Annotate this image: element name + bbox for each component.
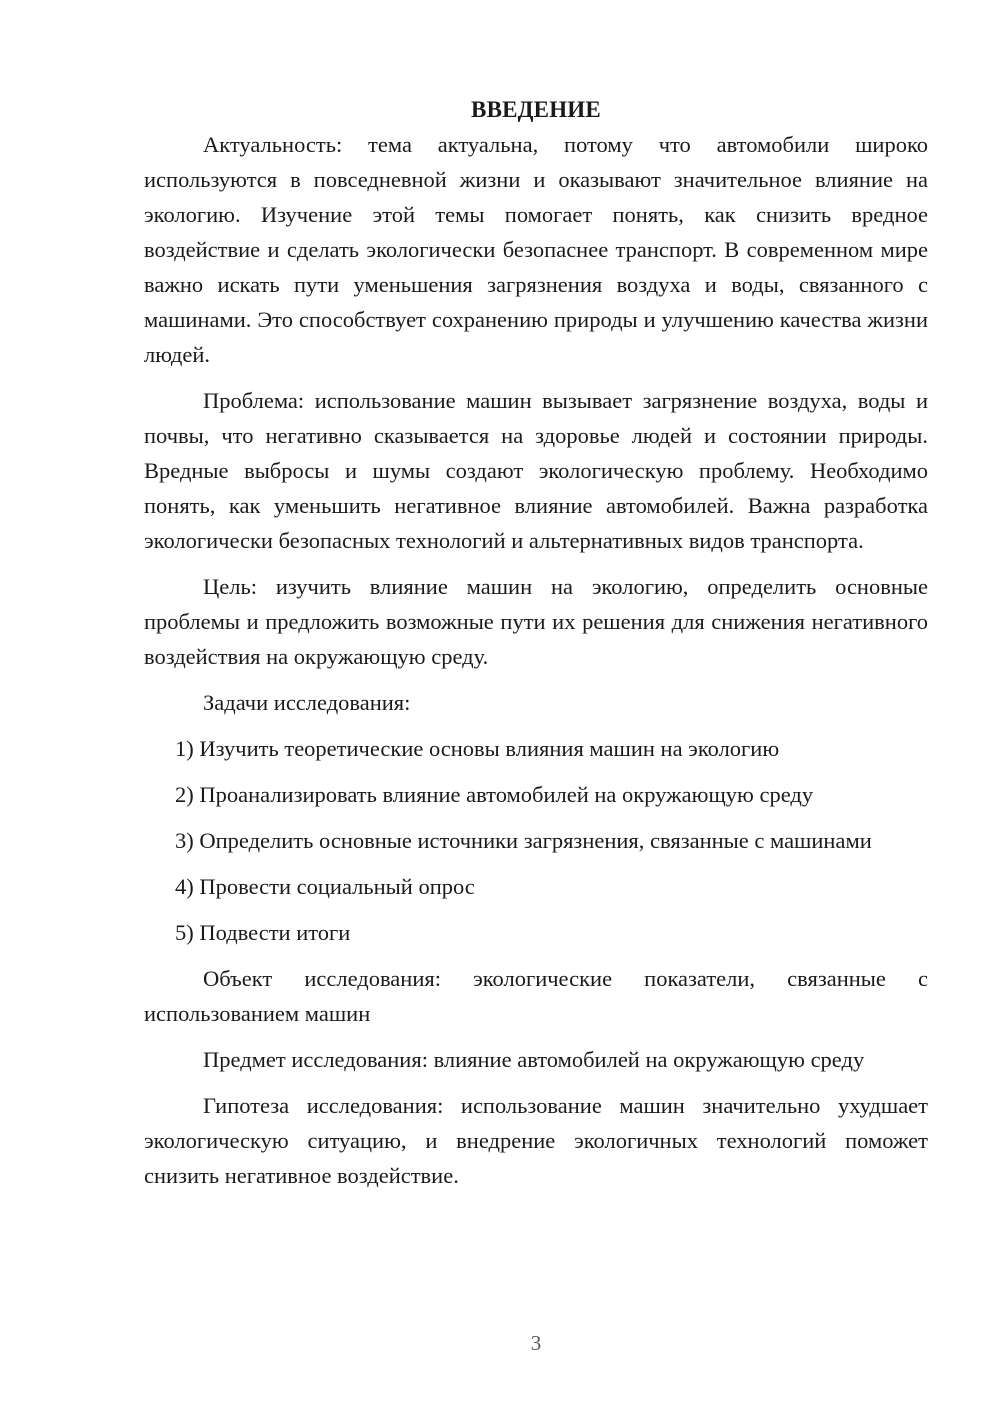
task-item-3: 3) Определить основные источники загрязнения, связанные с машинами <box>175 828 872 853</box>
tasks-heading: Задачи исследования: <box>203 690 411 715</box>
subject-paragraph: Предмет исследования: влияние автомобилей на окружающую среду <box>203 1047 865 1072</box>
document-body <box>144 92 928 1193</box>
hypothesis-paragraph: Гипотеза исследования: использование машин значительно ухудшает экологическую ситуацию, и внедрение экологичных технологий поможет снизить негативное воздействие. <box>144 1093 928 1188</box>
page-number: 3 <box>530 1331 542 1355</box>
object-paragraph: Объект исследования: экологические показатели, связанные с использованием машин <box>144 966 928 1026</box>
task-item-2: 2) Проанализировать влияние автомобилей на окружающую среду <box>175 782 814 807</box>
task-item-5: 5) Подвести итоги <box>175 920 351 945</box>
page-title: ВВЕДЕНИЕ <box>471 97 601 122</box>
task-item-4: 4) Провести социальный опрос <box>175 874 475 899</box>
relevance-paragraph: Актуальность: тема актуальна, потому что автомобили широко используются в повседневной жизни и оказывают значительное влияние на экологию. Изучение этой темы помогает понять, как снизить вредное воздействие и сделать экологически безопаснее транспорт. В современном мире важно искать пути уменьшения загрязнения воздуха и воды, связанного с машинами. Это способствует сохранению природы и улучшению качества жизни людей. <box>144 132 928 367</box>
problem-paragraph: Проблема: использование машин вызывает загрязнение воздуха, воды и почвы, что негативно сказывается на здоровье людей и состоянии природы. Вредные выбросы и шумы создают экологическую проблему. Необходимо понять, как уменьшить негативное влияние автомобилей. Важна разработка экологически безопасных технологий и альтернативных видов транспорта. <box>144 388 928 553</box>
task-item-1: 1) Изучить теоретические основы влияния машин на экологию <box>175 736 780 761</box>
goal-paragraph: Цель: изучить влияние машин на экологию, определить основные проблемы и предложить возможные пути их решения для снижения негативного воздействия на окружающую среду. <box>144 574 928 669</box>
